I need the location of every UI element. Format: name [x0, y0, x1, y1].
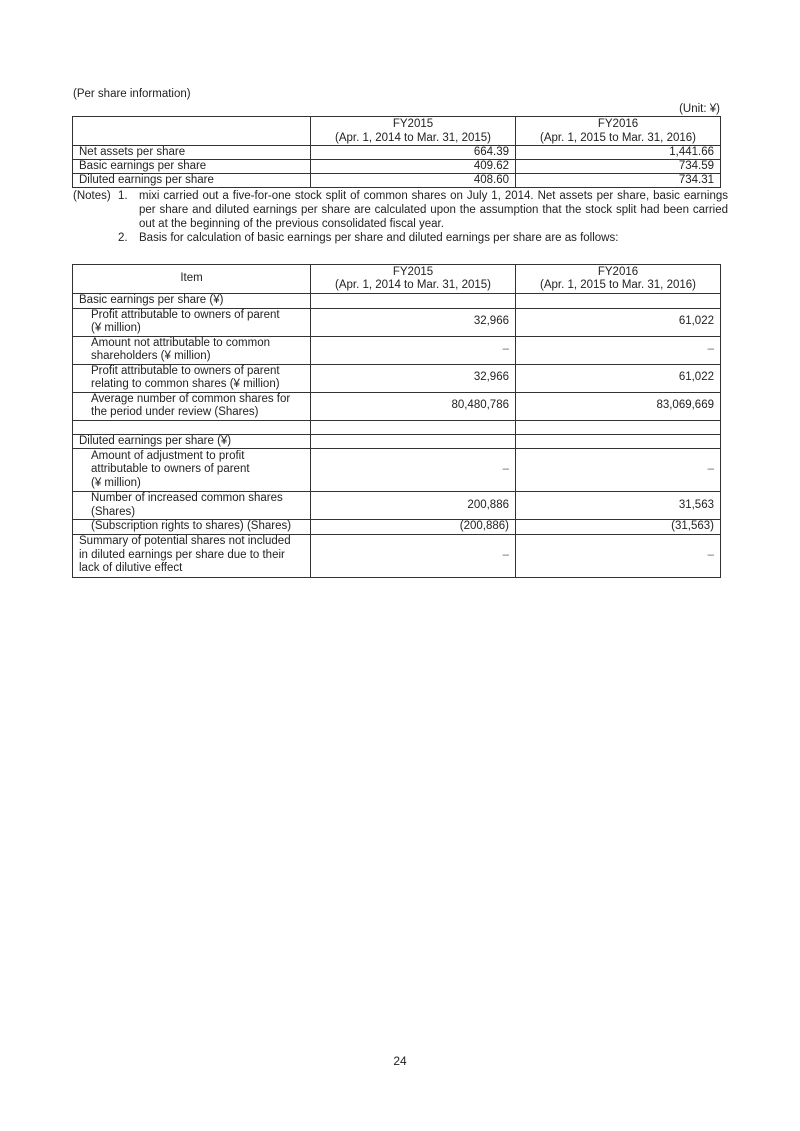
fy2015-value: 32,966 — [311, 308, 516, 336]
fy2015-value: (200,886) — [311, 520, 516, 535]
fy2016-period: (Apr. 1, 2015 to Mar. 31, 2016) — [540, 132, 696, 144]
fy2016-value: 734.59 — [516, 160, 721, 174]
table-row — [73, 392, 721, 420]
fy2015-label: FY2015 — [392, 265, 434, 278]
table-row — [73, 308, 721, 336]
label-line: (¥ million) — [91, 322, 141, 334]
table-row — [73, 492, 721, 520]
empty-cell — [311, 420, 516, 434]
table-row — [73, 336, 721, 364]
note-number: 1. — [118, 190, 128, 202]
row-label — [73, 492, 311, 520]
section-heading-row — [73, 434, 721, 449]
note-text: mixi carried out a five-for-one stock split of common shares on July 1, 2014. Net assets per share, basic earnings per share and diluted earnings per share are calculated upon the assumption that the stock split had been carried out at the beginning of the previous consolidated fiscal year. — [139, 190, 728, 230]
table-header-row — [73, 117, 721, 146]
row-label: Basic earnings per share — [73, 160, 311, 174]
fy2015-value: 408.60 — [311, 174, 516, 188]
row-label — [73, 336, 311, 364]
label-line: in diluted earnings per share due to their — [79, 548, 285, 561]
table-header-row — [73, 265, 721, 294]
row-label — [73, 392, 311, 420]
note-text: Basis for calculation of basic earnings per share and diluted earnings per share are as follows: — [139, 232, 619, 244]
row-label — [73, 449, 311, 492]
header-fy2016 — [516, 117, 721, 146]
fy2015-value: – — [311, 336, 516, 364]
label-line: Profit attributable to owners of parent — [91, 308, 280, 321]
empty-cell — [311, 434, 516, 449]
empty-cell — [73, 420, 311, 434]
note-item — [73, 231, 728, 245]
section-title: (Per share information) — [73, 88, 191, 100]
row-label: (Subscription rights to shares) (Shares) — [73, 520, 311, 535]
fy2016-value: 61,022 — [516, 364, 721, 392]
notes-lead: (Notes) — [73, 190, 111, 202]
fy2016-value: – — [516, 534, 721, 577]
notes-lead-spacer — [73, 231, 118, 245]
label-line: lack of dilutive effect — [79, 562, 183, 575]
fy2016-label: FY2016 — [597, 265, 639, 278]
empty-cell — [311, 294, 516, 309]
notes-block — [73, 189, 728, 245]
fy2016-value: 734.31 — [516, 174, 721, 188]
header-fy2016 — [516, 265, 721, 294]
label-line: Amount not attributable to common — [91, 336, 270, 349]
blank-row — [73, 420, 721, 434]
fy2015-value: 409.62 — [311, 160, 516, 174]
table-row — [73, 520, 721, 535]
fy2015-value: – — [311, 534, 516, 577]
fy2016-value: 31,563 — [516, 492, 721, 520]
label-line: Number of increased common shares — [91, 492, 283, 504]
fy2016-value: 61,022 — [516, 308, 721, 336]
note-item — [73, 189, 728, 231]
header-fy2015 — [311, 117, 516, 146]
fy2016-value: 1,441.66 — [516, 146, 721, 160]
fy2015-value: 80,480,786 — [311, 392, 516, 420]
fy2015-period: (Apr. 1, 2014 to Mar. 31, 2015) — [335, 279, 491, 291]
fy2015-value: – — [311, 449, 516, 492]
fy2015-label: FY2015 — [392, 118, 434, 130]
header-item: Item — [73, 265, 311, 294]
basis-table — [72, 264, 721, 578]
label-line: the period under review (Shares) — [91, 406, 259, 418]
unit-label: (Unit: ¥) — [679, 103, 720, 115]
fy2016-label: FY2016 — [597, 118, 639, 130]
header-fy2015 — [311, 265, 516, 294]
fy2015-value: 200,886 — [311, 492, 516, 520]
label-line: Summary of potential shares not included — [79, 535, 291, 548]
page-number: 24 — [393, 1054, 407, 1068]
label-line: shareholders (¥ million) — [91, 350, 211, 362]
empty-cell — [516, 420, 721, 434]
diluted-heading: Diluted earnings per share (¥) — [73, 434, 311, 449]
fy2015-value: 664.39 — [311, 146, 516, 160]
table-row — [73, 449, 721, 492]
table-row — [73, 174, 721, 188]
fy2016-value: – — [516, 336, 721, 364]
table-row — [73, 534, 721, 577]
header-empty-cell — [73, 117, 311, 146]
row-label — [73, 534, 311, 577]
table-row — [73, 160, 721, 174]
basic-heading: Basic earnings per share (¥) — [73, 294, 311, 309]
fy2015-value: 32,966 — [311, 364, 516, 392]
note-number: 2. — [118, 232, 128, 244]
per-share-table — [72, 116, 721, 188]
fy2016-value: – — [516, 449, 721, 492]
row-label: Diluted earnings per share — [73, 174, 311, 188]
label-line: Average number of common shares for — [91, 392, 291, 405]
fy2016-value: 83,069,669 — [516, 392, 721, 420]
label-line: (Shares) — [91, 505, 136, 518]
label-line: attributable to owners of parent — [91, 463, 250, 476]
empty-cell — [516, 434, 721, 449]
row-label — [73, 364, 311, 392]
label-line: (¥ million) — [91, 476, 141, 489]
fy2016-value: (31,563) — [516, 520, 721, 535]
row-label: Net assets per share — [73, 146, 311, 160]
table-row — [73, 146, 721, 160]
fy2016-period: (Apr. 1, 2015 to Mar. 31, 2016) — [540, 279, 696, 291]
fy2015-period: (Apr. 1, 2014 to Mar. 31, 2015) — [335, 132, 491, 144]
label-line: relating to common shares (¥ million) — [91, 378, 280, 390]
label-line: Amount of adjustment to profit — [91, 449, 245, 462]
section-heading-row — [73, 294, 721, 309]
empty-cell — [516, 294, 721, 309]
row-label — [73, 308, 311, 336]
table-row — [73, 364, 721, 392]
label-line: Profit attributable to owners of parent — [91, 364, 280, 377]
